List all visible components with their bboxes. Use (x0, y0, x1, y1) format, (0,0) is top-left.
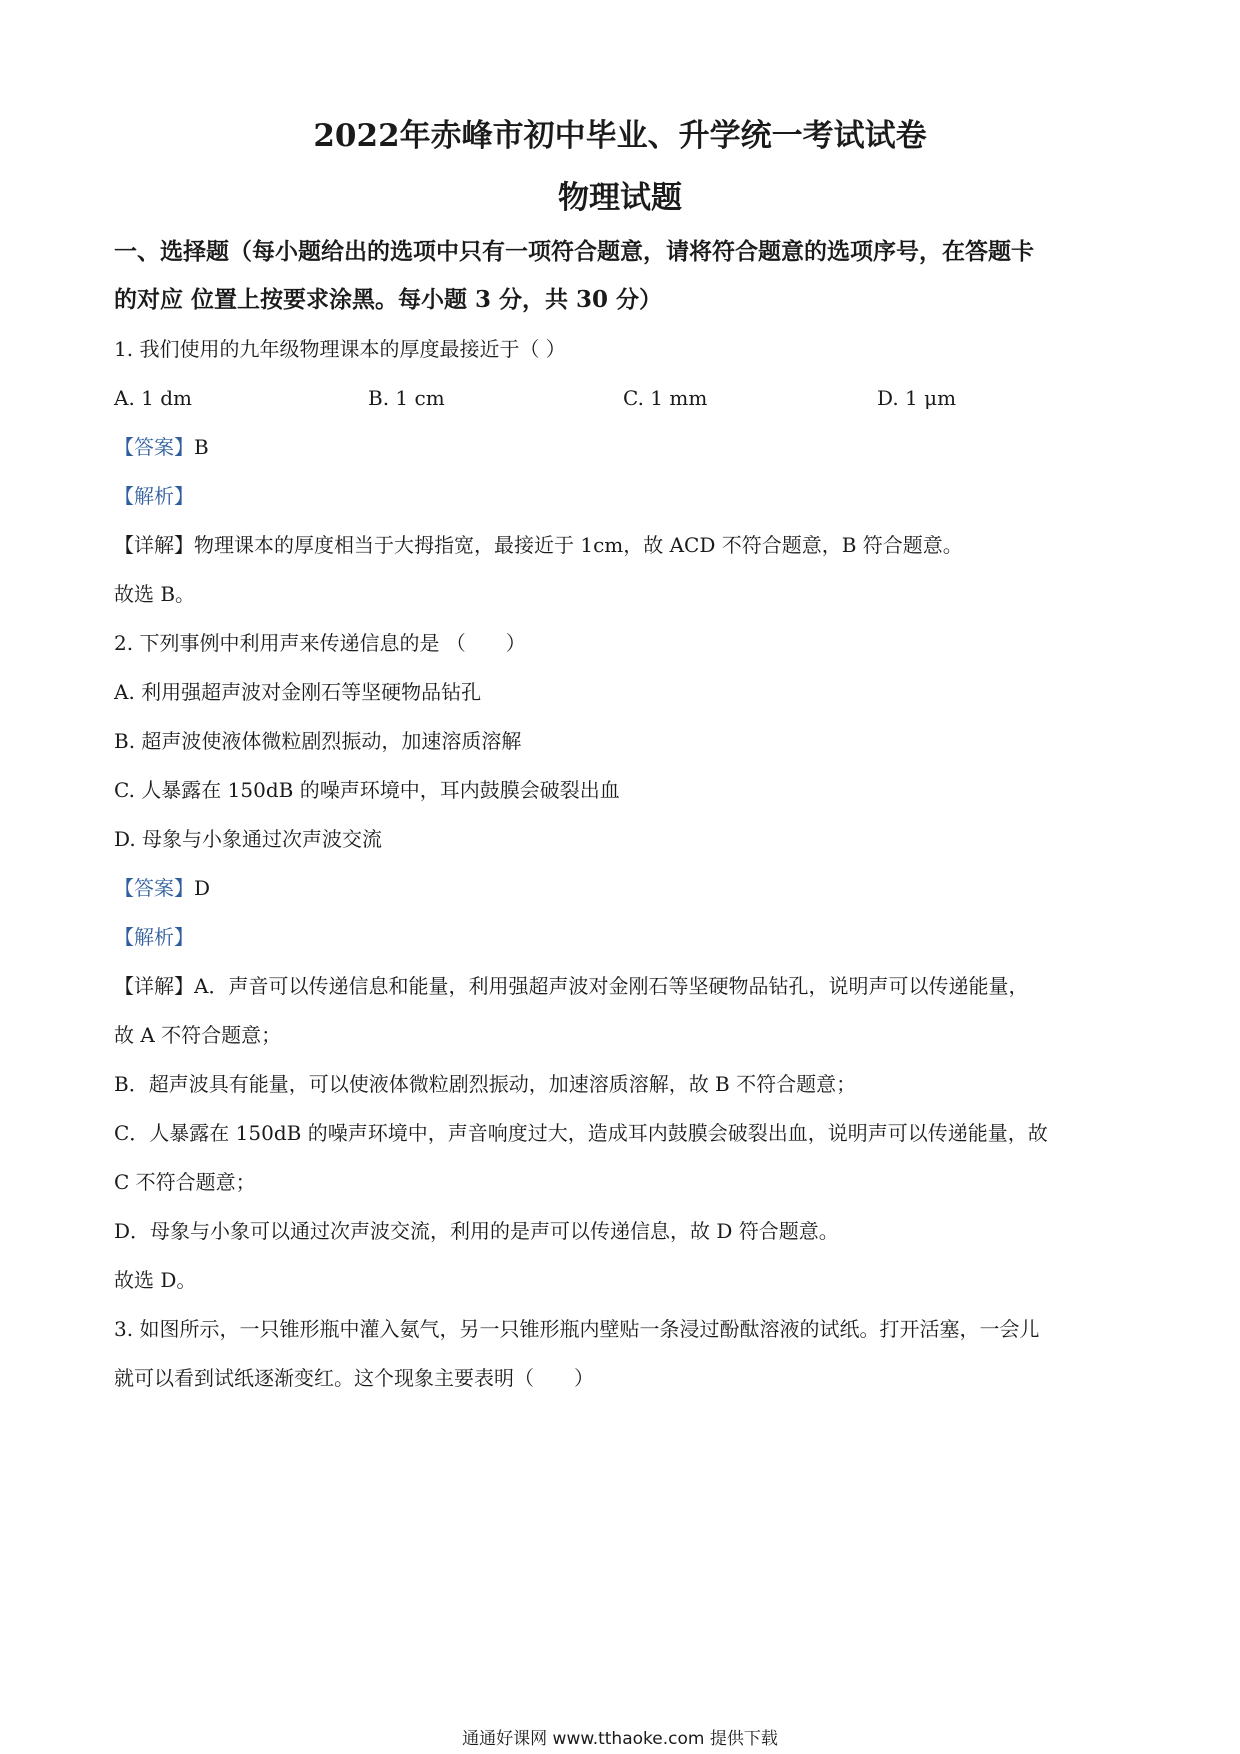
q2-detail-line-4: C．人暴露在 150dB 的噪声环境中，声音响度过大，造成耳内鼓膜会破裂出血，说明声可以传递能量，故 (114, 1121, 1048, 1145)
document-subtitle: 物理试题 (558, 180, 682, 216)
q2-detail-line-5: C 不符合题意； (114, 1170, 256, 1194)
q2-detail-line-3: B．超声波具有能量，可以使液体微粒剧烈振动，加速溶质溶解，故 B 不符合题意； (114, 1072, 857, 1096)
q1-option-c: C. 1 mm (623, 386, 708, 410)
q2-option-b: B. 超声波使液体微粒剧烈振动，加速溶质溶解 (114, 729, 522, 753)
q2-answer-value: D (194, 876, 211, 900)
q2-answer-tag: 【答案】 (114, 876, 194, 900)
q2-detail-text-1: A．声音可以传递信息和能量，利用强超声波对金刚石等坚硬物品钻孔，说明声可以传递能量， (194, 974, 1029, 998)
q1-stem: 1. 我们使用的九年级物理课本的厚度最接近于（ ） (114, 337, 566, 361)
document-title: 2022年赤峰市初中毕业、升学统一考试试卷 (313, 118, 927, 154)
q1-answer (114, 432, 1134, 462)
q1-answer-tag: 【答案】 (114, 435, 194, 459)
q2-conclusion: 故选 D。 (114, 1268, 197, 1292)
q2-detail-line-6: D．母象与小象可以通过次声波交流，利用的是声可以传递信息，故 D 符合题意。 (114, 1219, 839, 1243)
q1-analysis (114, 481, 1134, 511)
q1-option-a: A. 1 dm (114, 386, 193, 410)
section-heading-line-2: 的对应 位置上按要求涂黑。每小题 3 分，共 30 分） (114, 286, 663, 313)
q2-detail-tag: 【详解】 (114, 974, 194, 998)
q2-option-c: C. 人暴露在 150dB 的噪声环境中，耳内鼓膜会破裂出血 (114, 778, 620, 802)
q1-option-d: D. 1 μm (877, 386, 957, 410)
q1-conclusion: 故选 B。 (114, 582, 196, 606)
q1-detail-tag: 【详解】 (114, 533, 194, 557)
q2-option-d: D. 母象与小象通过次声波交流 (114, 827, 383, 851)
q2-analysis (114, 922, 1134, 952)
q2-detail-line-2: 故 A 不符合题意； (114, 1023, 282, 1047)
page-footer: 通通好课网 www.tthaoke.com 提供下载 (462, 1729, 778, 1749)
q2-detail-line-1 (114, 971, 1134, 1001)
q1-detail (114, 530, 1134, 560)
q1-analysis-tag: 【解析】 (114, 484, 194, 508)
q3-stem-line-2: 就可以看到试纸逐渐变红。这个现象主要表明（ ） (114, 1366, 594, 1390)
q2-answer (114, 873, 1134, 903)
section-heading-line-1: 一、选择题（每小题给出的选项中只有一项符合题意，请将符合题意的选项序号，在答题卡 (114, 238, 1034, 265)
q1-answer-value: B (194, 435, 209, 459)
q2-stem: 2. 下列事例中利用声来传递信息的是 （ ） (114, 631, 526, 655)
q1-option-b: B. 1 cm (368, 386, 445, 410)
q2-option-a: A. 利用强超声波对金刚石等坚硬物品钻孔 (114, 680, 482, 704)
q3-stem-line-1: 3. 如图所示，一只锥形瓶中灌入氨气，另一只锥形瓶内壁贴一条浸过酚酞溶液的试纸。打开活塞，一会儿 (114, 1317, 1040, 1341)
q1-detail-text: 物理课本的厚度相当于大拇指宽，最接近于 1cm，故 ACD 不符合题意，B 符合题意。 (194, 533, 963, 557)
q2-analysis-tag: 【解析】 (114, 925, 194, 949)
